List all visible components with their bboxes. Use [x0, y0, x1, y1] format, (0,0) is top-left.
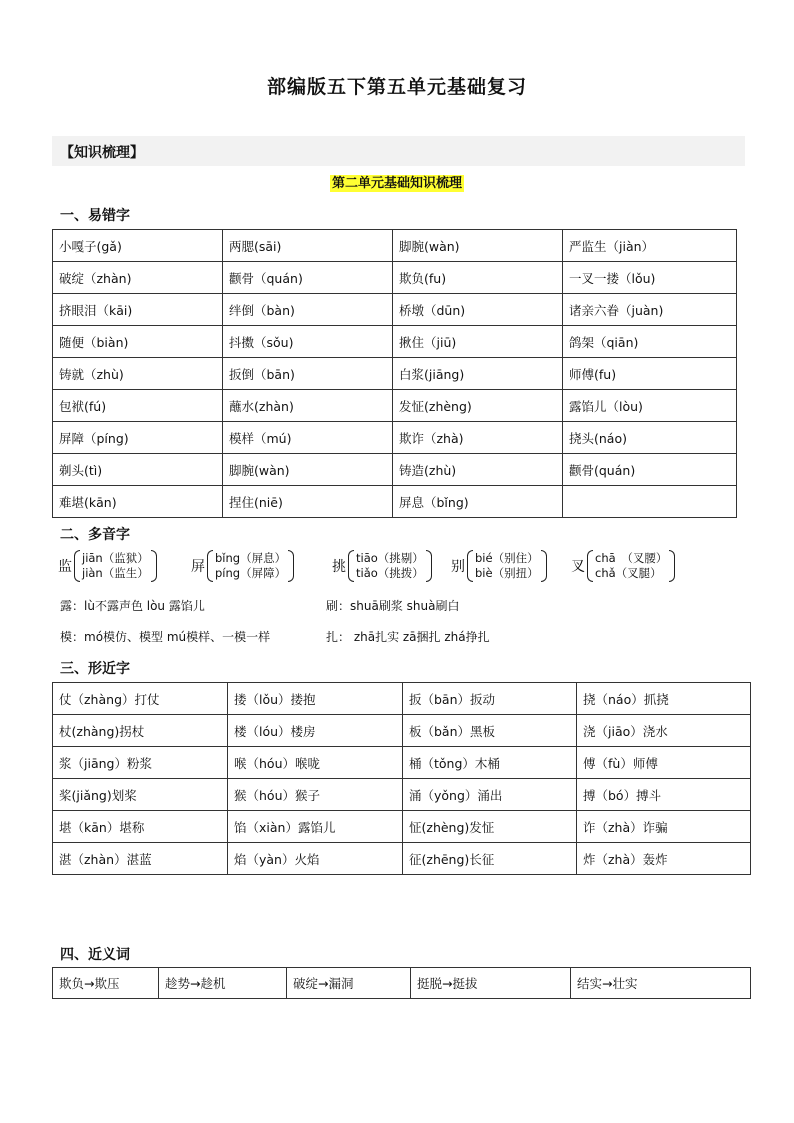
knowledge-bar [52, 136, 745, 166]
table-row [53, 811, 751, 843]
polyphone-line-mo: 模：mó模仿、模型 mú模样、一模一样 [60, 630, 271, 644]
table-cell: 颧骨（quán) [223, 262, 393, 294]
polyphone-char: 叉 [571, 559, 585, 575]
table-cell: 欺负(fu) [393, 262, 563, 294]
polyphone-reading: chǎ（叉腿） [595, 566, 662, 580]
brace-right [288, 550, 294, 582]
table-cell: 怔(zhèng)发怔 [403, 811, 577, 843]
table-row [53, 358, 737, 390]
table-cell: 仗（zhàng）打仗 [53, 683, 228, 715]
polyphone-reading: biè（别扭） [475, 566, 539, 580]
polyphone-reading: píng（屏障） [215, 566, 287, 580]
polyphone-reading: bié（别住） [475, 551, 539, 565]
table-cell: 趁势→趁机 [159, 968, 287, 999]
table-cell: 鸽架（qiān) [563, 326, 737, 358]
table-cell: 欺负→欺压 [53, 968, 159, 999]
table-cell: 屏息（bǐng) [393, 486, 563, 518]
table-row [53, 294, 737, 326]
polyphone-char: 别 [451, 559, 465, 575]
table-cell: 浆（jiāng）粉浆 [53, 747, 228, 779]
polyphone-reading: jiàn（监生） [82, 566, 149, 580]
table-cell: 屏障（píng) [53, 422, 223, 454]
polyphone-group [451, 550, 547, 582]
polyphone-char: 挑 [332, 559, 346, 575]
table-cell: 结实→壮实 [571, 968, 751, 999]
table-row [53, 747, 751, 779]
table-cell: 随便（biàn) [53, 326, 223, 358]
table-cell: 颧骨(quán) [563, 454, 737, 486]
table-cell: 剃头(tì) [53, 454, 223, 486]
table-cell: 脚腕(wàn) [223, 454, 393, 486]
table-row [53, 326, 737, 358]
table-cell: 蘸水(zhàn) [223, 390, 393, 422]
error-prone-table [52, 229, 737, 518]
section-heading-1: 一、易错字 [60, 208, 130, 224]
table-cell: 炸（zhà）轰炸 [577, 843, 751, 875]
table-cell: 搏（bó）搏斗 [577, 779, 751, 811]
table-cell: 猴（hóu）猴子 [228, 779, 403, 811]
table-cell: 涌（yǒng）涌出 [403, 779, 577, 811]
subtitle-text: 第二单元基础知识梳理 [331, 176, 462, 191]
table-cell: 堪（kān）堪称 [53, 811, 228, 843]
polyphone-reading: bǐng（屏息） [215, 551, 287, 565]
table-row [53, 454, 737, 486]
section-heading-3: 三、形近字 [60, 661, 130, 677]
table-cell: 焰（yàn）火焰 [228, 843, 403, 875]
table-cell: 诸亲六眷（juàn) [563, 294, 737, 326]
table-cell: 挤眼泪（kāi) [53, 294, 223, 326]
polyphone-group [191, 550, 294, 582]
table-row [53, 968, 751, 999]
polyphone-line-zha: 扎： zhā扎实 zā捆扎 zhá挣扎 [326, 630, 490, 644]
table-cell: 诈（zhà）诈骗 [577, 811, 751, 843]
table-cell: 破绽（zhàn) [53, 262, 223, 294]
similar-chars-table [52, 682, 751, 875]
synonyms-table [52, 967, 751, 999]
table-cell: 馅（xiàn）露馅儿 [228, 811, 403, 843]
table-cell: 傅（fù）师傅 [577, 747, 751, 779]
table-cell: 师傅(fu) [563, 358, 737, 390]
knowledge-bar-label: 【知识梳理】 [60, 145, 144, 161]
polyphone-row [58, 550, 748, 590]
table-cell: 捏住(niē) [223, 486, 393, 518]
table-cell: 脚腕(wàn) [393, 230, 563, 262]
table-row [53, 779, 751, 811]
page-title: 部编版五下第五单元基础复习 [266, 76, 527, 98]
table-cell: 欺诈（zhà) [393, 422, 563, 454]
section-heading-4: 四、近义词 [60, 947, 130, 963]
table-cell: 楼（lóu）楼房 [228, 715, 403, 747]
section-heading-2: 二、多音字 [60, 527, 130, 543]
polyphone-reading: tiāo（挑剔） [356, 551, 424, 565]
polyphone-line-lu: 露：lù不露声色 lòu 露馅儿 [60, 599, 205, 613]
table-cell: 挠（náo）抓挠 [577, 683, 751, 715]
table-row [53, 486, 737, 518]
table-row [53, 262, 737, 294]
polyphone-reading: jiān（监狱） [82, 551, 149, 565]
table-cell: 板（bǎn）黑板 [403, 715, 577, 747]
table-cell: 扳（bān）扳动 [403, 683, 577, 715]
table-cell: 搂（lǒu）搂抱 [228, 683, 403, 715]
table-cell: 湛（zhàn）湛蓝 [53, 843, 228, 875]
table-cell: 露馅儿（lòu) [563, 390, 737, 422]
table-cell: 破绽→漏洞 [287, 968, 411, 999]
table-cell: 白浆(jiāng) [393, 358, 563, 390]
brace-right [151, 550, 157, 582]
table-row [53, 843, 751, 875]
table-cell: 挺脱→挺拔 [411, 968, 571, 999]
table-cell: 挠头(náo) [563, 422, 737, 454]
polyphone-reading: tiǎo（挑拨） [356, 566, 424, 580]
table-cell: 喉（hóu）喉咙 [228, 747, 403, 779]
table-cell: 铸就（zhù) [53, 358, 223, 390]
table-row [53, 390, 737, 422]
polyphone-char: 监 [58, 559, 72, 575]
polyphone-char: 屏 [191, 559, 205, 575]
brace-right [426, 550, 432, 582]
table-cell: 桥墩（dūn) [393, 294, 563, 326]
table-cell: 铸造(zhù) [393, 454, 563, 486]
table-row [53, 230, 737, 262]
table-cell: 严监生（jiàn） [563, 230, 737, 262]
table-cell: 难堪(kān) [53, 486, 223, 518]
polyphone-group [571, 550, 675, 582]
table-cell: 发怔(zhèng) [393, 390, 563, 422]
table-cell: 扳倒（bān) [223, 358, 393, 390]
table-cell: 包袱(fú) [53, 390, 223, 422]
brace-right [669, 550, 675, 582]
subtitle [0, 172, 794, 191]
table-cell: 两腮(sāi) [223, 230, 393, 262]
polyphone-reading: chā （叉腰） [595, 551, 668, 565]
table-row [53, 683, 751, 715]
brace-right [541, 550, 547, 582]
table-cell: 小嘎子(gǎ) [53, 230, 223, 262]
table-row [53, 715, 751, 747]
table-cell: 抖擞（sǒu) [223, 326, 393, 358]
table-cell: 桨(jiǎng)划桨 [53, 779, 228, 811]
table-cell [563, 486, 737, 518]
polyphone-line-shua: 刷：shuā刷浆 shuà刷白 [326, 599, 460, 613]
polyphone-group [332, 550, 432, 582]
polyphone-group [58, 550, 157, 582]
table-cell: 模样（mú) [223, 422, 393, 454]
table-cell: 浇（jiāo）浇水 [577, 715, 751, 747]
table-cell: 征(zhēng)长征 [403, 843, 577, 875]
table-cell: 杖(zhàng)拐杖 [53, 715, 228, 747]
table-cell: 一叉一搂（lǒu) [563, 262, 737, 294]
table-row [53, 422, 737, 454]
table-cell: 桶（tǒng）木桶 [403, 747, 577, 779]
table-cell: 绊倒（bàn) [223, 294, 393, 326]
table-cell: 揪住（jiū) [393, 326, 563, 358]
